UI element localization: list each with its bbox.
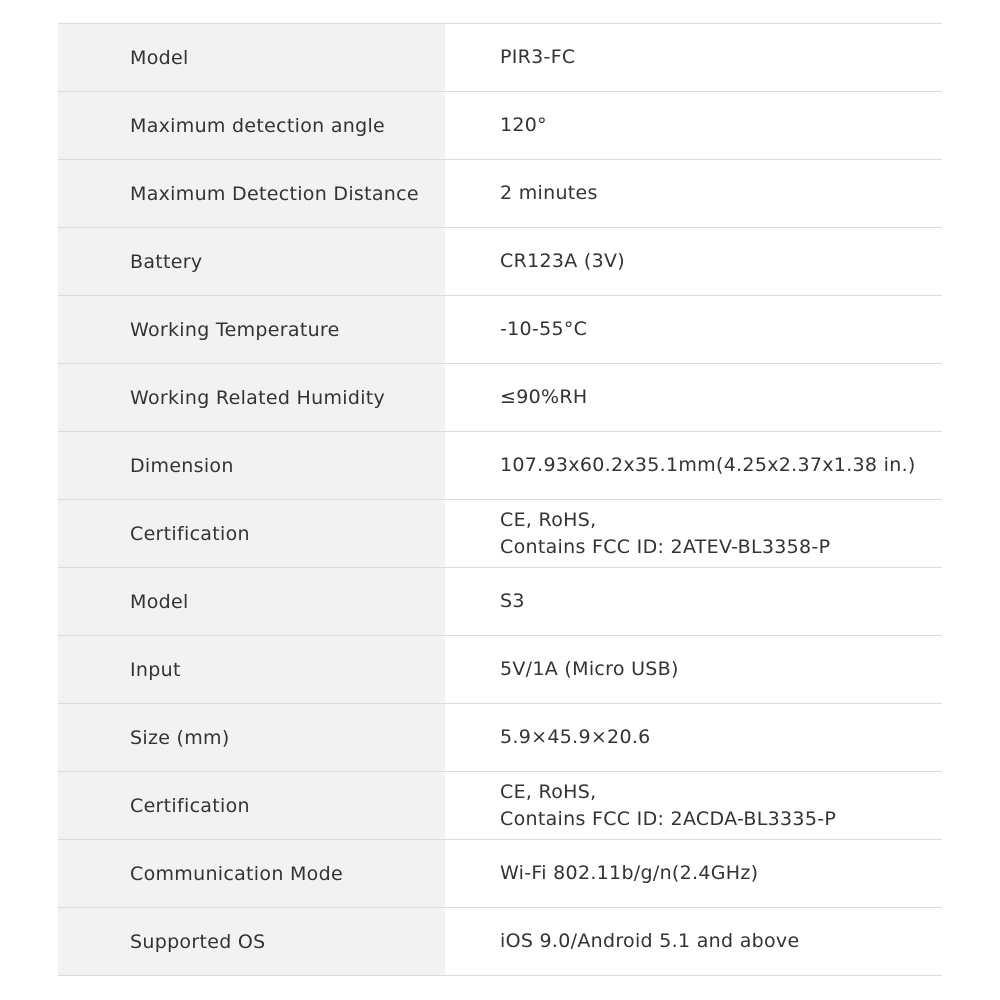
spec-label: Maximum detection angle [58,92,445,159]
spec-value [445,704,942,771]
spec-value-line: 107.93x60.2x35.1mm(4.25x2.37x1.38 in.) [500,454,916,476]
spec-value-line: CR123A (3V) [500,250,625,272]
spec-label: Dimension [58,432,445,499]
spec-row [58,364,942,432]
spec-value-line: Contains FCC ID: 2ACDA-BL3335-P [500,807,837,830]
spec-value-line: S3 [500,590,525,612]
spec-value [445,24,942,91]
spec-row [58,704,942,772]
spec-table [58,23,942,976]
spec-value-line: iOS 9.0/Android 5.1 and above [500,930,800,952]
spec-label: Input [58,636,445,703]
spec-value-line: PIR3-FC [500,46,576,68]
spec-row [58,160,942,228]
spec-value [445,840,942,907]
spec-value-line: CE, RoHS, [500,780,597,803]
spec-row [58,908,942,976]
spec-value-line: ≤90%RH [500,386,588,408]
spec-label: Certification [58,772,445,839]
spec-label: Model [58,24,445,91]
spec-row [58,500,942,568]
spec-row [58,636,942,704]
spec-label: Size (mm) [58,704,445,771]
spec-row [58,92,942,160]
spec-row [58,24,942,92]
spec-value-line: 2 minutes [500,182,598,204]
spec-label: Communication Mode [58,840,445,907]
spec-value-line: 5.9×45.9×20.6 [500,726,651,748]
spec-value-line: 5V/1A (Micro USB) [500,658,679,680]
spec-row [58,772,942,840]
spec-label: Working Related Humidity [58,364,445,431]
spec-value [445,364,942,431]
spec-row [58,296,942,364]
spec-value [445,432,942,499]
spec-label: Supported OS [58,908,445,975]
spec-label: Model [58,568,445,635]
spec-row [58,568,942,636]
spec-label: Working Temperature [58,296,445,363]
spec-value-line: 120° [500,114,547,136]
spec-value [445,772,942,839]
spec-value-line: CE, RoHS, [500,508,597,531]
spec-value [445,500,942,567]
spec-label: Certification [58,500,445,567]
spec-row [58,228,942,296]
spec-label: Maximum Detection Distance [58,160,445,227]
spec-row [58,432,942,500]
spec-value-line: -10-55°C [500,318,588,340]
spec-value [445,636,942,703]
spec-value [445,92,942,159]
spec-value [445,568,942,635]
spec-value [445,228,942,295]
spec-row [58,840,942,908]
spec-value [445,296,942,363]
spec-value [445,908,942,975]
spec-value [445,160,942,227]
spec-value-line: Contains FCC ID: 2ATEV-BL3358-P [500,535,831,558]
spec-label: Battery [58,228,445,295]
spec-value-line: Wi-Fi 802.11b/g/n(2.4GHz) [500,862,759,884]
